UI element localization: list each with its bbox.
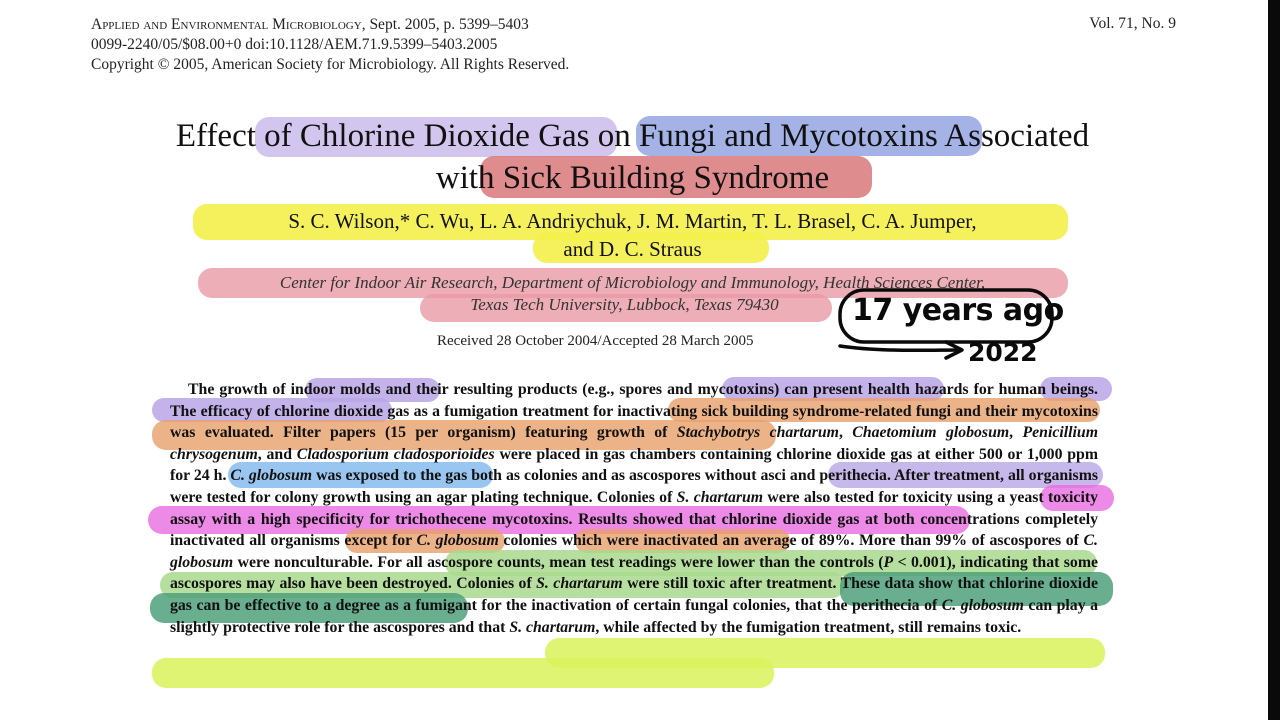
- arrow-icon: [840, 346, 960, 350]
- paper-title-line-2: with Sick Building Syndrome: [435, 160, 830, 196]
- journal-name: Applied and Environmental Microbiology: [91, 16, 362, 33]
- issue-info: , Sept. 2005, p. 5399–5403: [361, 16, 529, 33]
- species-name: C. globosum: [941, 596, 1024, 614]
- species-name: C. globosum: [230, 467, 313, 485]
- paper-title-line-1: Effect of Chlorine Dioxide Gas on Fungi and Mycotoxins Associated: [175, 118, 1090, 154]
- species-name: S. chartarum: [509, 618, 596, 636]
- abstract-paragraph: The growth of indoor molds and their resulting products (e.g., spores and mycotoxins) can present health hazards for human beings. The efficacy of chlorine dioxide gas as a fumigation treatment for inactivating sick building syndrome-related fungi and their mycotoxins was evaluated. Filter papers (15 per organism) featuring growth of Stachybotrys chartarum, Chaetomium globosum, Penicillium chrysogenum, and Cladosporium cladosporioides were placed in gas chambers containing chlorine dioxide gas at either 500 or 1,000 ppm for 24 h. C. globosum was exposed to the gas both as colonies and as ascospores without asci and perithecia. After treatment, all organisms were tested for colony growth using an agar plating technique. Colonies of S. chartarum were also tested for toxicity using a yeast toxicity assay with a high specificity for trichothecene mycotoxins. Results showed that chlorine dioxide gas at both concentrations completely inactivated all organisms except for C. globosum colonies which were inactivated an average of 89%. More than 99% of ascospores of C. globosum were nonculturable. For all ascospore counts, mean test readings were lower than the controls (P < 0.001), indicating that some ascospores may also have been destroyed. Colonies of S. chartarum were still toxic after treatment. These data show that chlorine dioxide gas can be effective to a degree as a fumigant for the inactivation of certain fungal colonies, that the perithecia of C. globosum can play a slightly protective role for the ascospores and that S. chartarum, while affected by the fumigation treatment, still remains toxic.: [170, 381, 1099, 636]
- p-value: P: [883, 553, 894, 571]
- right-edge-bar: [1268, 0, 1280, 720]
- title-chlorine-dioxide: Chlorine Dioxide Gas: [299, 118, 590, 154]
- species-name: Stachybotrys chartarum: [676, 424, 839, 442]
- species-name: Cladosporium cladosporioides: [296, 445, 495, 463]
- affiliation-line-2: Texas Tech University, Lubbock, Texas 79430: [470, 295, 779, 314]
- species-name: Penicillium chrysogenum: [170, 424, 1098, 463]
- authors-line-1: S. C. Wilson,* C. Wu, L. A. Andriychuk, J. M. Martin, T. L. Brasel, C. A. Jumper,: [288, 209, 977, 233]
- volume-number: Vol. 71, No. 9: [1089, 15, 1176, 32]
- annotation-text: 17 years ago: [852, 293, 1064, 328]
- species-name: S. chartarum: [676, 488, 764, 506]
- journal-header: [91, 15, 569, 75]
- species-name: C. globosum: [170, 532, 1098, 571]
- authors-line-2: and D. C. Straus: [563, 237, 702, 261]
- affiliation-line-1: Center for Indoor Air Research, Department of Microbiology and Immunology, Health Sciences Center,: [279, 273, 986, 292]
- species-name: S. chartarum: [536, 575, 623, 593]
- title-fungi-mycotoxins: Fungi and Mycotoxins: [639, 118, 938, 154]
- species-name: C. globosum: [416, 532, 499, 550]
- annotation-year: 2022: [968, 338, 1038, 367]
- title-sick-building-syndrome: Sick Building Syndrome: [502, 160, 830, 196]
- species-name: Chaetomium globosum: [852, 424, 1010, 442]
- received-dates: Received 28 October 2004/Accepted 28 March 2005: [437, 333, 754, 349]
- copyright-line: Copyright © 2005, American Society for Microbiology. All Rights Reserved.: [91, 56, 570, 73]
- highlight-conclusion-2: [152, 658, 774, 688]
- issn-line: 0099-2240/05/$08.00+0 doi:10.1128/AEM.71.9.5399–5403.2005: [91, 36, 498, 53]
